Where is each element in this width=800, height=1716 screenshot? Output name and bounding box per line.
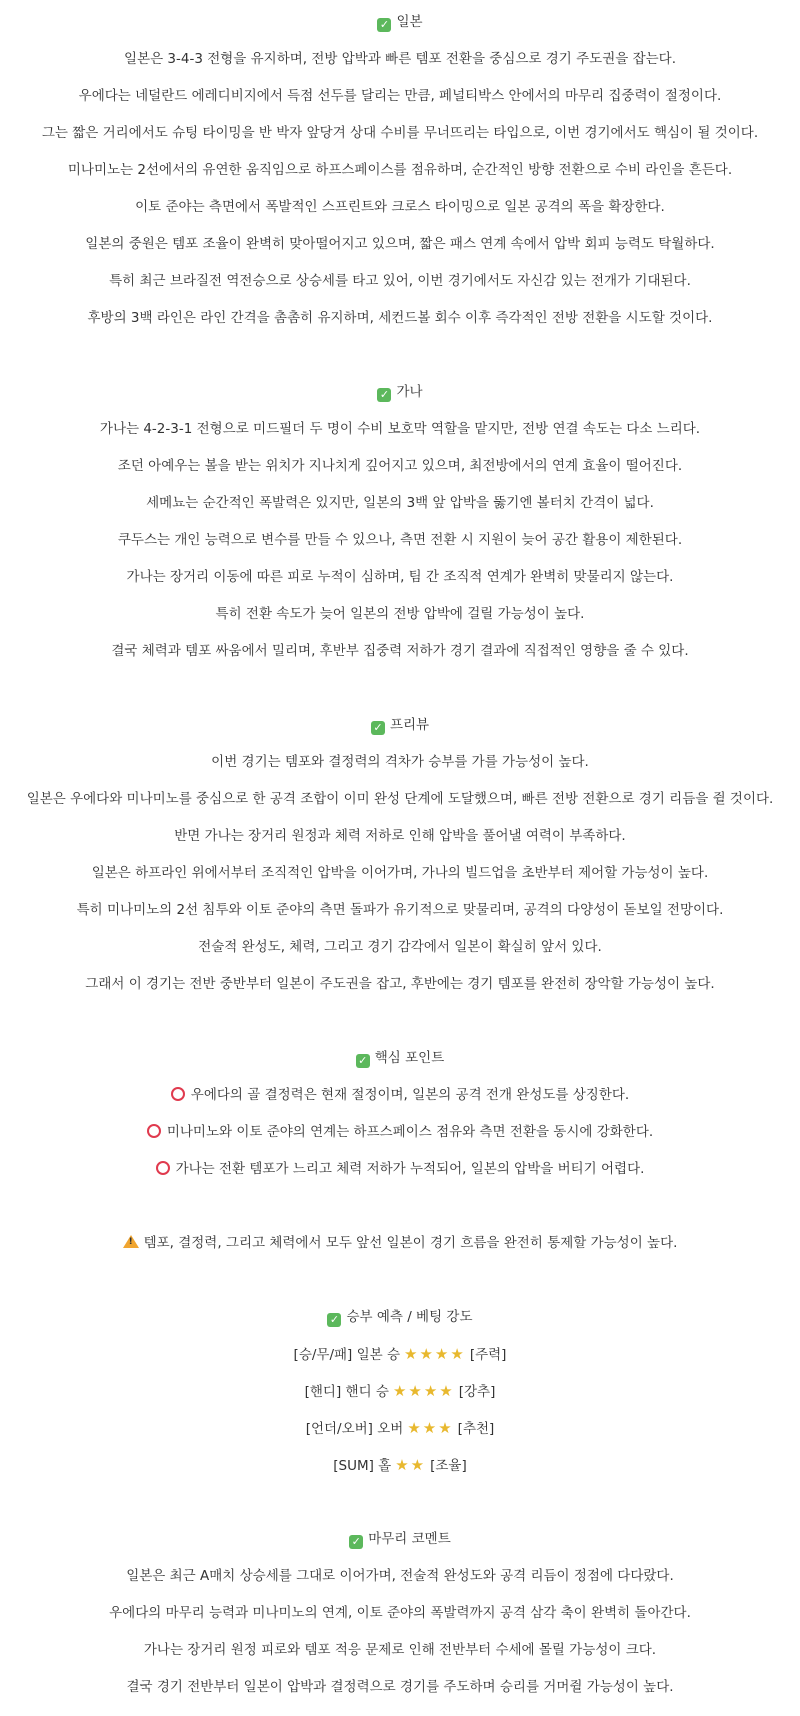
paragraph-line: 이토 준야는 측면에서 폭발적인 스프린트와 크로스 타이밍으로 일본 공격의 폭을 확장한다. [135,199,665,215]
key-point-text: 가나는 전환 템포가 느리고 체력 저하가 누적되어, 일본의 압박을 버티기 어렵다. [175,1161,645,1177]
key-point-text: 미나미노와 이토 준야의 연계는 하프스페이스 점유와 측면 전환을 동시에 강화한다. [166,1124,654,1140]
paragraph-line: 후방의 3백 라인은 라인 간격을 촘촘히 유지하며, 세컨드볼 회수 이후 즉각적인 전방 전환을 시도할 것이다. [87,310,713,326]
check-icon: ✓ [377,388,391,402]
section-title: 일본 [396,14,423,30]
section-heading-ghana [0,374,800,411]
paragraph-line: 가나는 장거리 원정 피로와 템포 적응 문제로 인해 전반부터 수세에 몰릴 가능성이 크다. [143,1642,657,1658]
spacer [0,1003,800,1040]
warning-note [0,1225,800,1262]
prediction-label: [SUM] 홀 [333,1458,392,1474]
paragraph-line: 이번 경기는 템포와 결정력의 격차가 승부를 가를 가능성이 높다. [211,754,589,770]
red-circle-icon [147,1124,161,1138]
check-icon: ✓ [371,721,385,735]
paragraph-line: 전술적 완성도, 체력, 그리고 경기 감각에서 일본이 확실히 앞서 있다. [198,939,602,955]
prediction-item [0,1410,800,1447]
section-heading-japan [0,4,800,41]
prediction-label: [승/무/패] 일본 승 [293,1347,401,1363]
red-circle-icon [171,1087,185,1101]
check-icon: ✓ [349,1535,363,1549]
key-point-item [0,1077,800,1114]
paragraph-line: 그래서 이 경기는 전반 중반부터 일본이 주도권을 잡고, 후반에는 경기 템포를 완전히 장악할 가능성이 높다. [85,976,715,992]
paragraph-line: 반면 가나는 장거리 원정과 체력 저하로 인해 압박을 풀어낼 여력이 부족하다. [174,828,626,844]
paragraph-line: 일본은 3-4-3 전형을 유지하며, 전방 압박과 빠른 템포 전환을 중심으로 경기 주도권을 잡는다. [123,51,677,67]
paragraph-line: 쿠두스는 개인 능력으로 변수를 만들 수 있으나, 측면 전환 시 지원이 늦어 공간 활용이 제한된다. [117,532,683,548]
section-title: 가나 [396,384,423,400]
paragraph-line: 가나는 4-2-3-1 전형으로 미드필더 두 명이 수비 보호막 역할을 맡지만, 전방 연결 속도는 다소 느리다. [99,421,701,437]
prediction-label: [언더/오버] 오버 [305,1421,404,1437]
prediction-tag: [추천] [457,1421,495,1437]
prediction-label: [핸디] 핸디 승 [304,1384,389,1400]
paragraph-line: 특히 미나미노의 2선 침투와 이토 준야의 측면 돌파가 유기적으로 맞물리며, 공격의 다양성이 돋보일 전망이다. [76,902,724,918]
spacer [0,670,800,707]
spacer [0,1188,800,1225]
section-heading-closing [0,1521,800,1558]
section-title: 핵심 포인트 [374,1050,445,1066]
key-point-text: 우에다의 골 결정력은 현재 절정이며, 일본의 공격 전개 완성도를 상징한다. [190,1087,630,1103]
key-point-item [0,1114,800,1151]
red-circle-icon [156,1161,170,1175]
paragraph-line: 결국 체력과 템포 싸움에서 밀리며, 후반부 집중력 저하가 경기 결과에 직접적인 영향을 줄 수 있다. [111,643,689,659]
warning-icon [123,1235,139,1248]
section-heading-preview [0,707,800,744]
paragraph-line: 그는 짧은 거리에서도 슈팅 타이밍을 반 박자 앞당겨 상대 수비를 무너뜨리는 타입으로, 이번 경기에서도 핵심이 될 것이다. [41,125,759,141]
paragraph-line: 우에다는 네덜란드 에레디비지에서 득점 선두를 달리는 만큼, 페널티박스 안에서의 마무리 집중력이 절정이다. [78,88,722,104]
key-point-item [0,1151,800,1188]
section-title: 프리뷰 [389,717,430,733]
warning-text: 템포, 결정력, 그리고 체력에서 모두 앞선 일본이 경기 흐름을 완전히 통제할 가능성이 높다. [143,1235,678,1251]
spacer [0,337,800,374]
star-rating-icon: ★★★★ [392,1382,455,1400]
prediction-tag: [조율] [430,1458,467,1474]
prediction-tag: [주력] [469,1347,507,1363]
paragraph-line: 우에다의 마무리 능력과 미나미노의 연계, 이토 준야의 폭발력까지 공격 삼각 축이 완벽히 돌아간다. [109,1605,691,1621]
check-icon: ✓ [377,18,391,32]
paragraph-line: 미나미노는 2선에서의 유연한 움직임으로 하프스페이스를 점유하며, 순간적인 방향 전환으로 수비 라인을 흔든다. [67,162,733,178]
prediction-item [0,1373,800,1410]
prediction-item [0,1447,800,1484]
section-title: 승부 예측 / 베팅 강도 [346,1309,473,1325]
check-icon: ✓ [356,1054,370,1068]
section-heading-key-points [0,1040,800,1077]
paragraph-line: 가나는 장거리 이동에 따른 피로 누적이 심하며, 팀 간 조직적 연계가 완벽히 맞물리지 않는다. [126,569,674,585]
paragraph-line: 조던 아예우는 볼을 받는 위치가 지나치게 깊어지고 있으며, 최전방에서의 연계 효율이 떨어진다. [117,458,683,474]
star-rating-icon: ★★ [395,1456,427,1474]
star-rating-icon: ★★★ [407,1419,454,1437]
paragraph-line: 일본은 하프라인 위에서부터 조직적인 압박을 이어가며, 가나의 빌드업을 초반부터 제어할 가능성이 높다. [91,865,709,881]
paragraph-line: 결국 경기 전반부터 일본이 압박과 결정력으로 경기를 주도하며 승리를 거머쥘 가능성이 높다. [126,1679,674,1695]
paragraph-line: 특히 최근 브라질전 역전승으로 상승세를 타고 있어, 이번 경기에서도 자신감 있는 전개가 기대된다. [109,273,691,289]
section-heading-prediction [0,1299,800,1336]
prediction-item [0,1336,800,1373]
section-title: 마무리 코멘트 [368,1531,451,1547]
paragraph-line: 일본은 최근 A매치 상승세를 그대로 이어가며, 전술적 완성도와 공격 리듬이 정점에 다다랐다. [126,1568,674,1584]
star-rating-icon: ★★★★ [404,1345,466,1363]
paragraph-line: 일본은 우에다와 미나미노를 중심으로 한 공격 조합이 이미 완성 단계에 도달했으며, 빠른 전방 전환으로 경기 리듬을 쥘 것이다. [26,791,774,807]
paragraph-line: 세메뇨는 순간적인 폭발력은 있지만, 일본의 3백 앞 압박을 뚫기엔 볼터치 간격이 넓다. [146,495,654,511]
spacer [0,1262,800,1299]
prediction-tag: [강추] [458,1384,496,1400]
paragraph-line: 일본의 중원은 템포 조율이 완벽히 맞아떨어지고 있으며, 짧은 패스 연계 속에서 압박 회피 능력도 탁월하다. [85,236,715,252]
paragraph-line: 특히 전환 속도가 늦어 일본의 전방 압박에 걸릴 가능성이 높다. [215,606,585,622]
check-icon: ✓ [327,1313,341,1327]
spacer [0,1484,800,1521]
